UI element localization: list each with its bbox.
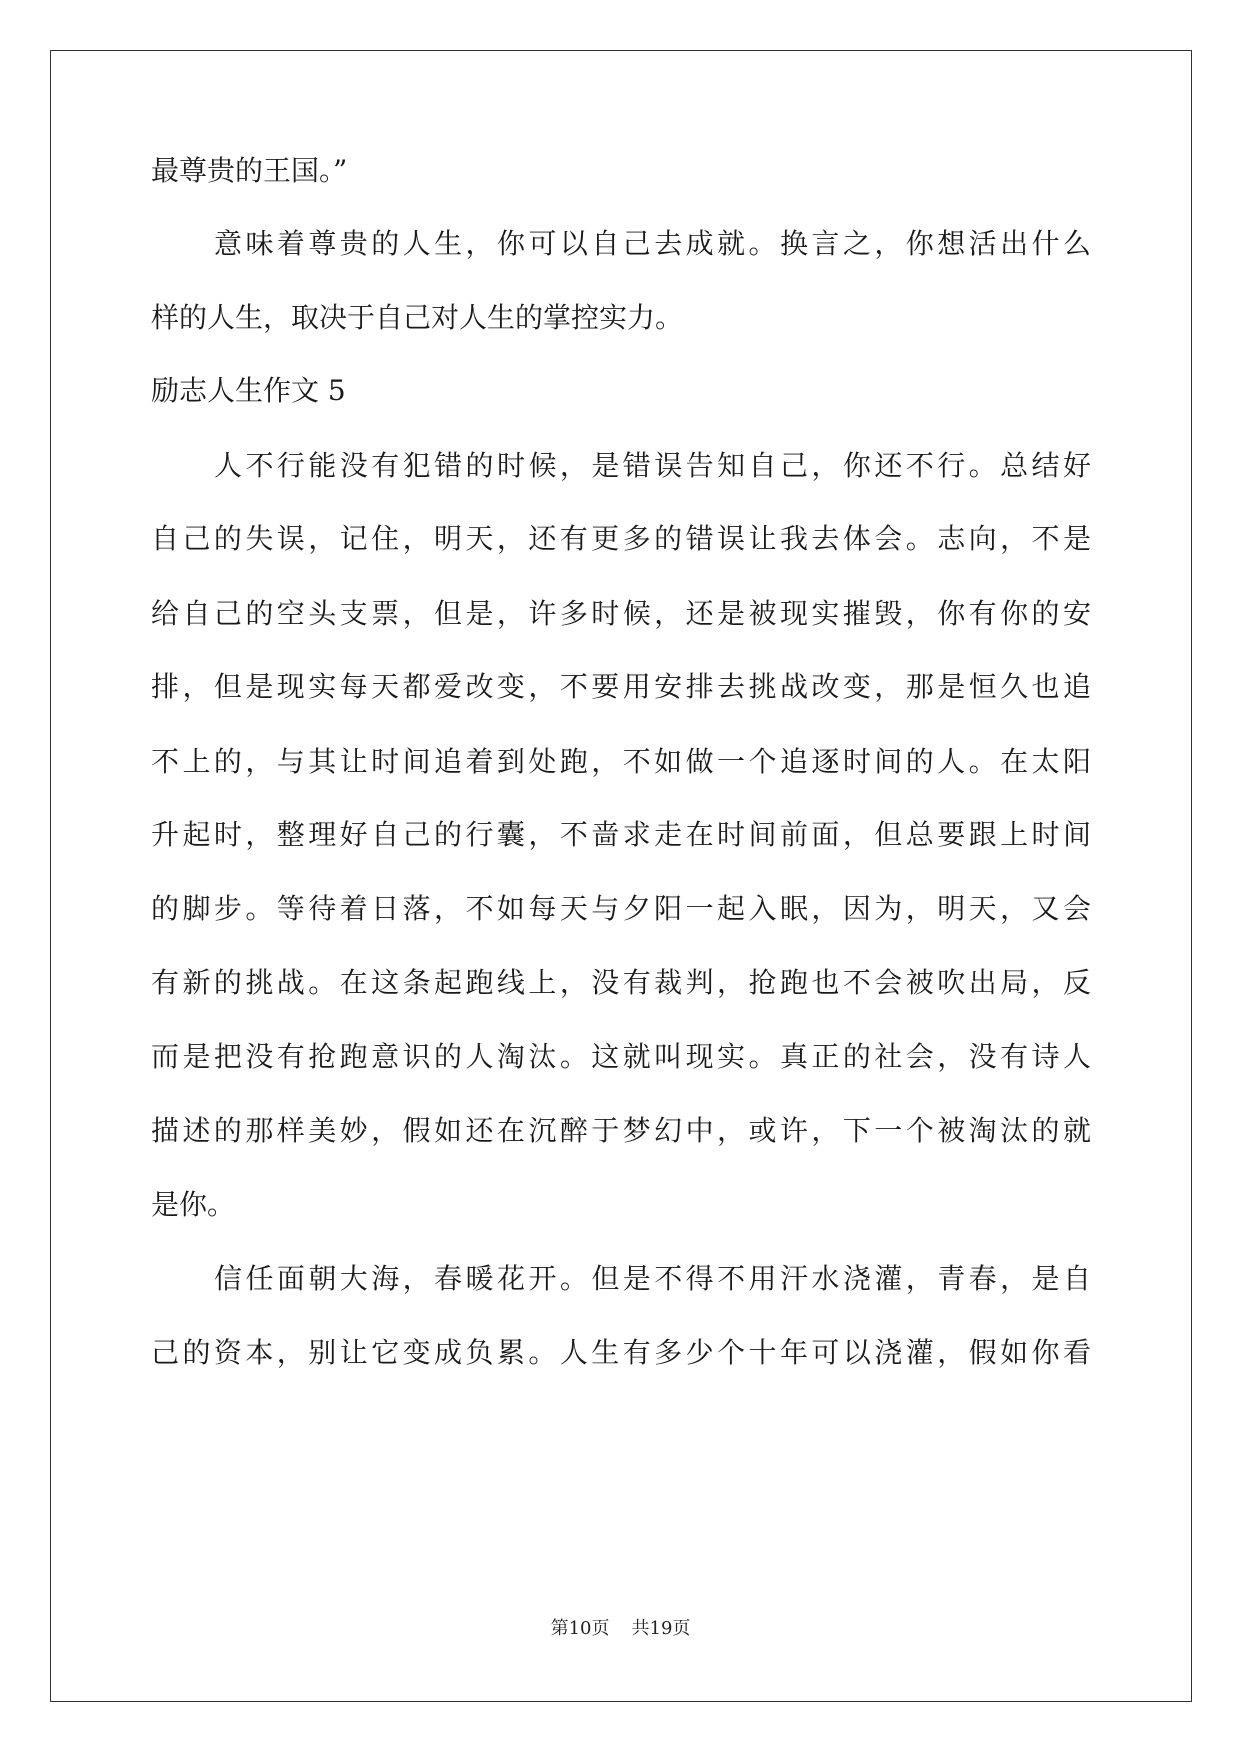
text-line: 而是把没有抢跑意识的人淘汰。这就叫现实。真正的社会，没有诗人 — [151, 1040, 1091, 1073]
page-border — [50, 50, 1192, 1702]
text-line: 样的人生，取决于自己对人生的掌控实力。 — [151, 301, 684, 334]
page-total: 共19页 — [631, 1618, 691, 1639]
paragraph-line: 信任面朝大海，春暖花开。但是不得不用汗水浇灌，青春，是自 — [214, 1262, 1091, 1295]
page-footer — [0, 1614, 1241, 1640]
text-line: 升起时，整理好自己的行囊，不啬求走在时间前面，但总要跟上时间 — [151, 818, 1091, 851]
section-heading: 励志人生作文 5 — [151, 374, 346, 407]
text-line: 排，但是现实每天都爱改变，不要用安排去挑战改变，那是恒久也追 — [151, 670, 1091, 703]
text-line: 自己的失误，记住，明天，还有更多的错误让我去体会。志向，不是 — [151, 522, 1091, 555]
page-number: 第10页 — [550, 1618, 610, 1639]
text-line: 是你。 — [151, 1188, 236, 1221]
paragraph-line: 人不行能没有犯错的时候，是错误告知自己，你还不行。总结好 — [214, 449, 1091, 482]
text-line: 最尊贵的王国。” — [151, 154, 348, 187]
text-line: 的脚步。等待着日落，不如每天与夕阳一起入眠，因为，明天，又会 — [151, 892, 1091, 925]
text-line: 不上的，与其让时间追着到处跑，不如做一个追逐时间的人。在太阳 — [151, 745, 1091, 778]
text-line: 描述的那样美妙，假如还在沉醉于梦幻中，或许，下一个被淘汰的就 — [151, 1114, 1091, 1147]
text-line: 有新的挑战。在这条起跑线上，没有裁判，抢跑也不会被吹出局，反 — [151, 966, 1091, 999]
text-line: 给自己的空头支票，但是，许多时候，还是被现实摧毁，你有你的安 — [151, 597, 1091, 630]
paragraph-line: 意味着尊贵的人生，你可以自己去成就。换言之，你想活出什么 — [214, 227, 1091, 260]
text-line: 己的资本，别让它变成负累。人生有多少个十年可以浇灌，假如你看 — [151, 1336, 1091, 1369]
